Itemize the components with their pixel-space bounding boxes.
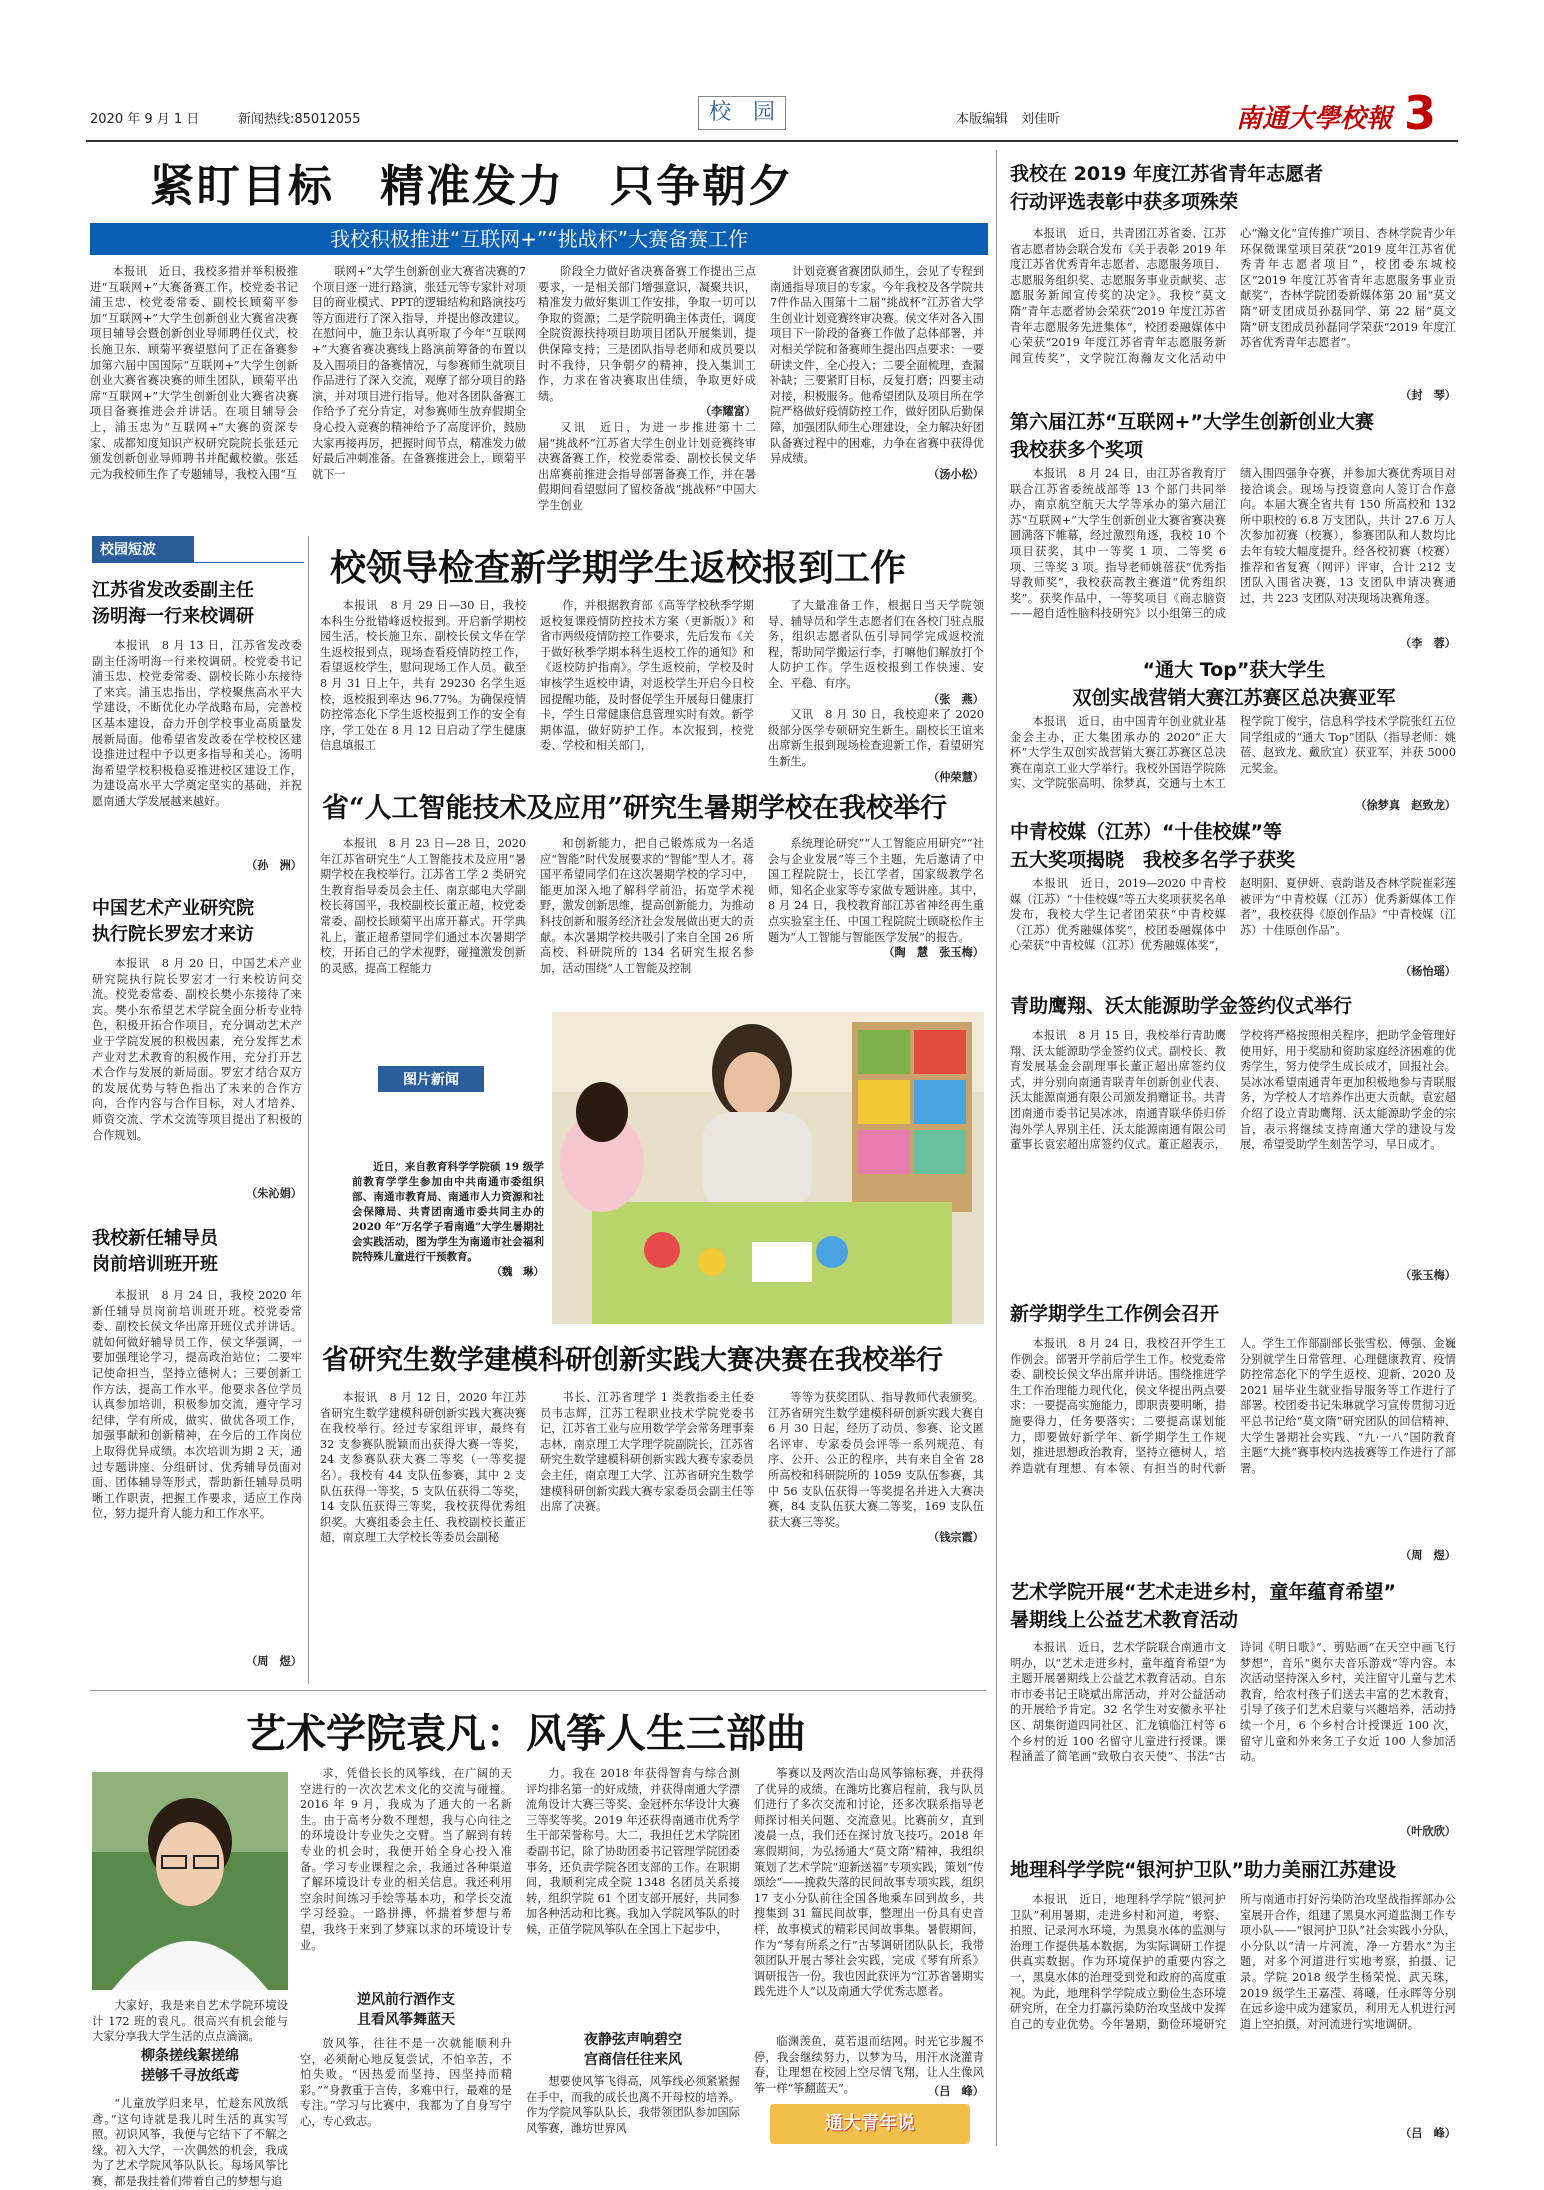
art-col-d: 筝赛以及两次浩山岛风筝锦标赛，并获得了优异的成绩。在潍坊比赛启程前，我与队员们进行了多次交流和讨论，还多次联系指导老师探讨相关问题、交流意见。比赛前夕，直到凌晨一点，我们还在探讨放飞技巧。2018 年寒假期间，为弘扬通大“莫文隋”精神，我组织策划了艺术学院“迎新送福”专项实践，策划“传颂绘”——挽救失落的民间故事专项实践，组织 17 支小分队前往全国各地乘车回到故乡，共搜集到 31 篇民间故事，整理出一份具有史音样，故事模式的精彩民间故事集。暑假期间，作为“琴有所系之行”古琴调研团队队长，我带领团队开展古琴社会实践，完成《琴有所系》调研报告一份。我也因此获评为“江苏省暑期实践先进个人”以及南通大学优秀志愿者。 — [754, 1767, 984, 1999]
brief-2-author: （朱沁娟） — [246, 1186, 302, 1200]
lead-col-4: 计划竞赛省赛团队师生，会见了专程到南通指导项目的专家。今年我校及各学院共7件作品入围第十二届“挑战杯”江苏省大学生创业计划竞赛终审决赛。侯文华对各入围项目下一阶段的备赛工作做了总体部署，并对相关学院和备赛师生提出四点要求：一要研读文件，全心投入；二要全面梳理，查漏补缺；三要紧盯目标，反复打磨；四要主动对接，积极服务。他希望团队及项目所在学院严格做好疫情防控工作，做好团队后勤保障，加强团队师生心理建设，全力解决好团队备赛过程中的困难，力争在省赛中获得优异成绩。 （汤小松） — [770, 265, 984, 481]
return-col-1: 本报讯 8 月 29 日—30 日，我校本科生分批错峰返校报到。开启新学期校园生活。校长施卫东、副校长侯文华在学生返校报到点，现场查看疫情防控工作，看望返校学生，慰问现场工作人员。截至 8 月 31 日上午，共有 29230 名学生返校，返校报到率达 96.77%。为确保疫情防控常态化下学生返校报到工作的安全有序，学工处在 8 月 12 日启动了学生健康信息填报工 — [320, 599, 526, 753]
mid-rule — [90, 1690, 986, 1691]
art-subhead-1: 柳条搓线絮搓绵 搓够千寻放纸鸢 — [141, 2048, 239, 2084]
ai-col-3: 系统理论研究”“人工智能应用研究”“社会与企业发展”等三个主题，先后邀请了中国工程院院士，长江学者，国家级教学名师，知名企业家等专家做专题讲座。其中，8 月 24 日，我校教育部江苏省神经再生重点实验室主任、中国工程院院士顾晓松作主题为“人工智能与智能医学发展”的报告。 （陶 慧 张玉梅） — [768, 837, 984, 960]
news-hotline: 新闻热线:85012055 — [238, 112, 361, 127]
group-photo — [552, 1012, 984, 1324]
r6-title: 新学期学生工作例会召开 — [1010, 1303, 1220, 1325]
art-subhead-3: 夜静弦声响碧空 宫商信任往来风 — [584, 2032, 682, 2068]
masthead: 南通大學校報 — [1236, 104, 1393, 134]
col-divider-right — [996, 150, 997, 2146]
art-author: （吕 峰） — [928, 2084, 984, 2098]
kite-banner — [770, 2104, 970, 2144]
r3-author: （徐梦真 赵致龙） — [1355, 798, 1456, 812]
r5-author: （张玉梅） — [1400, 1268, 1456, 1282]
header-rule — [86, 140, 1458, 142]
r5-title: 青助鹰翔、沃太能源助学金签约仪式举行 — [1010, 995, 1353, 1017]
art-col-c: 力。我在 2018 年获得智育与综合测评均排名第一的好成绩，并获得南通大学漂流角设计大赛三等奖、金冠杯东华设计大赛三等奖等奖。2019 年还获得南通市优秀学生干部荣誉称号。大二，我担任艺术学院团委副书记，除了协助团委书记管理学院团委事务，还负责学院各团支部的工作。在职期间，我顺利完成全院 1348 名团员关系接转，组织学院 61 个团支部开展好，共同参加各种活动和比赛。我加入学院风筝队的时候，正值学院风筝队在全国上下起步中， — [526, 1767, 740, 1936]
page-number: 3 — [1404, 86, 1437, 140]
brief-3-title: 我校新任辅导员 岗前培训班开班 — [92, 1228, 218, 1275]
art-col-b: 求，凭借长长的风筝线，在广阔的天空进行的一次次艺术文化的交流与碰撞。2016 年 9 月，我成为了通大的一名新生。由于高考分数不理想，我与心向往之的环境设计专业失之交臂。当了解到有转专业的机会时，我便开始全身心投入准备。学习专业课程之余，我通过各种渠道了解环境设计专业的相关信息。我还利用空余时间练习手绘等基本功，和学长交流学习经验。一路拼搏，怀揣着梦想与希望，我终于来到了梦寐以求的环境设计专业。 — [300, 1767, 512, 1952]
r7-author: （叶欣欣） — [1400, 1824, 1456, 1838]
math-col-2: 书长、江苏省理学 1 类教指委主任委员韦志辉，江苏工程职业技术学院党委书记，江苏省工业与应用数学学会常务理事秦志林，南京理工大学理学院副院长，江苏省研究生数学建模科研创新实践大赛专家委员会主任，南京理工大学、江苏省研究生数学建模科研创新实践大赛专家委员会副主任等出席了决赛。 — [540, 1391, 754, 1514]
section-label: 校 园 — [698, 96, 786, 130]
art-title: 艺术学院袁凡：风筝人生三部曲 — [246, 1710, 806, 1757]
return-col-2: 作，并根据教育部《高等学校秋季学期返校复课疫情防控技术方案（更新版）》和省市两级疫情防控工作要求，先后发布《关于做好秋季学期本科生返校工作的通知》和《返校防护指南》。学生返校前，学校及时审核学生返校申请，对返校学生开启今日校园提醒功能，及时督促学生开展每日健康打卡，学生日常健康信息管理实时有效。新学期体温，做好防护工作。本次报到，校党委、学校和相关部门， — [540, 599, 754, 753]
brief-1-author: （孙 洲） — [246, 858, 302, 872]
photo-news-caption: 近日，来自教育科学学院硕 19 级学前教育学学生参加由中共南通市委组织部、南通市教育局、南通市人力资源和社会保障局、共青团南通市委共同主办的 2020 年“万名学子看南通”大学生暑期社会实践活动，图为学生为南通市社会福利院特殊儿童进行干预教育。 （魏 琳） — [352, 1161, 544, 1278]
lead-subtitle: 我校积极推进“互联网+”“挑战杯”大赛备赛工作 — [90, 223, 988, 255]
r8-author: （吕 峰） — [1400, 2126, 1456, 2140]
lead-col-1: 本报讯 近日，我校多措并举积极推进“互联网+”大赛备赛工作。校党委书记浦玉忠、校党委常委、副校长顾菊平参加“互联网+”大学生创新创业大赛省决赛项目辅导会暨创新创业导师聘任仪式，校长施卫东、顾菊平赛望慰问了正在备赛参加第六届中国国际“互联网+”大学生创新创业大赛省赛决赛的师生团队，顾菊平出席“互联网+”大学生创新创业大赛省决赛项目备赛推进会并讲话。在项目辅导会上，浦玉忠为“互联网+”大赛的资深专家、成都知度知识产权研究院院长张廷元颁发创新创业导师聘书并配戴校徽。张廷元为我校师生作了专题辅导，我校入围“互 — [90, 265, 298, 481]
ai-title: 省“人工智能技术及应用”研究生暑期学校在我校举行 — [322, 793, 948, 824]
brief-label-rule — [92, 562, 304, 563]
math-col-3: 等等为获奖团队、指导教师代表颁奖。江苏省研究生数学建模科研创新实践大赛自 6 月 30 日起，经历了动员、参赛、论文匿名评审、专家委员会评等一系列规范、有序、公开、公正的程序，共有来自全省 28 所高校和科研院所的 1059 支队伍参赛，其中 56 支队伍获得一等奖提名并进入大赛决赛，84 支队伍获大赛二等奖，169 支队伍获大赛三等奖。 （钱宗霞） — [768, 1391, 984, 1545]
r2-body: 本报讯 8 月 24 日，由江苏省教育厅联合江苏省委统战部等 13 个部门共同举办，南京航空航天大学等承办的第六届江苏“互联网+”大学生创新创业大赛省赛决赛圆满落下帷幕，经过激烈角逐，我校 10 个项目获奖，其中一等奖 1 项、二等奖 6 项、三等奖 3 项。指导老师姚蓓获“优秀指导教师奖”，我校获高教主赛道“优秀组织奖”。获奖作品中，一等奖项目《商志脑资——超自适性脑科技研究》以小组第三的成绩入围四强争夺赛，并参加大赛优秀项目对接洽谈会。现场与投资意向人签订合作意向。本届大赛全省共有 150 所高校和 132 所中职校的 6.8 万支团队，共计 27.6 万人次参加初赛（校赛），参赛团队和人数均比去年有较大幅度提升。经各校初赛（校赛）推荐和省复赛（网评）评审，合计 212 支团队入围省决赛，13 支团队申请决赛通过，共 223 支团队对决现场决赛角逐。 — [1010, 467, 1456, 621]
youth-talk-label: 通大青年说 — [825, 2113, 915, 2134]
brief-1-body: 本报讯 8 月 13 日，江苏省发改委副主任汤明海一行来校调研。校党委书记浦玉忠、校党委常委、副校长陈小东接待了来宾。浦玉忠指出，学校聚焦高水平大学建设，不断优化办学战略布局，完善校区基本建设，奋力开创学校事业高质量发展新局面。他希望省发改委在学校校区建设推进过程中予以更多指导和关心。汤明海希望学校积极稳妥推进校区建设工作，为建设高水平大学奠定坚实的基础，并祝愿南通大学发展越来越好。 — [92, 639, 302, 808]
r5-body: 本报讯 8 月 15 日，我校举行青助鹰翔、沃太能源助学金签约仪式。副校长、教育发展基金会副理事长董正超出席签约仪式，并分别向南通青联青年创新创业代表、沃太能源南通有限公司颁发捐赠证书。共青团南通市委书记吴冰冰，南通青联华侨归侨海外学人界别主任、沃太能源南通有限公司董事长袁宏超出席签约仪式。董正超表示，学校将严格按照相关程序，把助学金管理好使用好，用于奖励和资助家庭经济困难的优秀学生，努力使学生成长成才，回报社会。吴冰冰希望南通青年更加积极地参与青联服务，为学校人才培养作出更大贡献。袁宏超介绍了设立青助鹰翔、沃太能源助学金的宗旨，表示将继续支持南通大学的建设与发展，希望受助学生刻苦学习，早日成才。 — [1010, 1029, 1456, 1152]
portrait-photo — [92, 1772, 288, 1990]
r1-author: （封 琴） — [1400, 388, 1456, 402]
art-subhead-2: 逆风前行酒作支 且看风筝舞蓝天 — [357, 1992, 455, 2028]
return-col-3: 了大量准备工作，根据日当天学院领导、辅导员和学生志愿者们在各校门驻点服务，组织志愿者队伍引导同学完成返校流程，帮助同学搬运行李，打嘛他们解放打个人防护工作。学生返校报到工作快速、安全、平稳、有序。 （张 燕） 又讯 8 月 30 日，我校迎来了 2020 级部分医学专硕研究生新生。副校长王谊来出席新生报到现场检查迎新工作，看望研究生新生。 （仲荣慧） — [768, 599, 984, 784]
math-title: 省研究生数学建模科研创新实践大赛决赛在我校举行 — [322, 1345, 943, 1376]
brief-2-body: 本报讯 8 月 20 日，中国艺术产业研究院执行院长罗宏才一行来校访问交流。校党委常委、副校长樊小东接待了来宾。樊小东希望艺术学院全面分析专业特色，积极开拓合作项目，充分调动艺术产业于学院发展的积极因素，充分发挥艺术产业对艺术教育的积极作用，充分打开艺术合作与发展的新局面。罗宏才结合双方的发展优势与特色指出了未来的合作方向，合作内容与合作目标，对人才培养、师资交流、学术交流等项目提出了积极的合作规划。 — [92, 957, 302, 1142]
return-title: 校领导检查新学期学生返校报到工作 — [330, 547, 907, 589]
art-col-c2: 想要使风筝飞得高，风筝线必须紧紧握在手中，而我的成长也离不开母校的培养。作为学院风筝队队长，我带领团队参加国际风筝赛，潍坊世界风 — [526, 2075, 740, 2135]
math-col-1: 本报讯 8 月 12 日，2020 年江苏省研究生数学建模科研创新实践大赛决赛在我校举行。经过专家组评审，最终有 32 支参赛队脱颖而出获得大赛一等奖，24 支参赛队获大赛二等奖（一等奖提名）。我校有 44 支队伍参赛，其中 2 支队伍获得一等奖，5 支队伍获得二等奖，14 支队伍获得三等奖，我校获得优秀组织奖。大赛组委会主任、我校副校长董正超，南京理工大学校长等委员会副秘 — [320, 1391, 526, 1545]
art-col-b2: 放风筝，往往不是一次就能顺利升空，必须耐心地反复尝试，不怕辛苦，不怕失败。“因热爱而坚持，因坚持而精彩。”“身教重于言传，多难中行，最难的是专注。”学习与比赛中，我都为了自身写宁心，专心致志。 — [300, 2037, 512, 2128]
brief-3-author: （周 煜） — [246, 1654, 302, 1668]
lead-col-2: 联网+”大学生创新创业大赛省决赛的7个项目逐一进行路演，张廷元等专家针对项目的商业模式、PPT的逻辑结构和路演技巧等方面进行了深入指导，并提出修改建议。在慰问中，施卫东认真听取了今年“互联网+”大赛省赛决赛线上路演前筹备的布置以及入围项目的备赛情况，与参赛师生就项目作品进行了深入交流，观摩了部分项目的路演，并对项目进行指导。他对各团队备赛工作给予了充分肯定，对参赛师生放弃假期全身心投入竞赛的精神给予了高度评价，鼓励大家再接再厉，把握时间节点，精准发力做好最后冲刺准备。在备赛推进会上，顾菊平就下一 — [312, 265, 526, 481]
r7-title: 艺术学院开展“艺术走进乡村，童年蕴育希望” 暑期线上公益艺术教育活动 — [1010, 1581, 1396, 1631]
r6-author: （周 煜） — [1400, 1548, 1456, 1562]
lead-col-3: 阶段全力做好省决赛备赛工作提出三点要求，一是相关部门增强意识，凝聚共识，精准发力做好集训工作安排，争取一切可以争取的资源；二是学院明确主体责任，调度全院资源扶持项目助项目团队开展集训，提供保障支持；三是团队指导老师和成员要以时不我待，只争朝夕的精神，投入集训工作，力求在省决赛取出佳绩，争取更好成绩。 （李耀富） 又讯 近日，为进一步推进第十二届“挑战杯”江苏省大学生创业计划竞赛终审决赛备赛工作，校党委常委、副校长侯文华出席赛前推进会指导部署备赛工作，并在暑假期间看望慰问了留校备战“挑战杯”中国大学生创业 — [538, 265, 756, 512]
r4-title: 中青校媒（江苏）“十佳校媒”等 五大奖项揭晓 我校多名学子获奖 — [1010, 821, 1296, 871]
r2-author: （李 蓉） — [1400, 636, 1456, 650]
r6-body: 本报讯 8 月 24 日，我校召开学生工作例会。部署开学前后学生工作。校党委常委、副校长侯文华出席并讲话。围绕推进学生工作治理能力现代化，侯文华提出两点要求：一要提高实施能力，即职责要明晰，措施要得力，任务要落实；二要提高谋划能力，即要做好新学年、新学期学生工作规划，推进思想政治教育，坚持立德树人，培养造就有理想、有本领、有担当的时代新人。学生工作部副部长张雪松、傅强、金巍分别就学生日常管理、心理健康教育、疫情防控常态化下的学生返校、迎新、2020 及 2021 届毕业生就业指导服务等工作进行了部署。校团委书记朱琳就学习宣传贯彻习近平总书记给“莫文隋”研究团队的回信精神、大学生暑期社会实践、“九·一八”国防教育主题“大挑”赛事校内选拔赛等工作进行了部署。 — [1010, 1337, 1456, 1475]
r4-author: （杨怡瑶） — [1400, 964, 1456, 978]
r1-title: 我校在 2019 年度江苏省青年志愿者 行动评选表彰中获多项殊荣 — [1010, 163, 1324, 213]
r1-body: 本报讯 近日，共青团江苏省委、江苏省志愿者协会联合发布《关于表彰 2019 年度江苏省优秀青年志愿者、志愿服务项目、志愿服务组织奖、志愿服务事业贡献奖、志愿服务新闻宣传奖的决定》。我校“莫文隋”青年志愿者协会荣获“2019 年度江苏省青年志愿服务先进集体”，校团委融媒体中心荣获“2019 年度江苏省青年志愿服务新闻宣传奖”，文学院江海瀚友文化活动中心“瀚文化”宣传推广项目、杏林学院青少年环保微课堂项目荣获“2019 度年江苏省优秀青年志愿者项目”，校团委东城校区“2019 年度江苏省青年志愿服务事业贡献奖”，杏林学院团委新媒体第 20 届“莫文隋”研支团成员孙磊同学、第 22 届“莫文隋”研支团成员孙磊同学荣获“2019 年度江苏省优秀青年志愿者”。 — [1010, 227, 1456, 365]
brief-3-body: 本报讯 8 月 24 日，我校 2020 年新任辅导员岗前培训班开班。校党委常委、副校长侯文华出席开班仪式并讲话。就如何做好辅导员工作，侯文华强调，一要加强理论学习，提高政治站位；二要牢记使命担当，坚持立德树人；三要创新工作方法，提高工作水平。他要求各位学员认真参加培训，积极参加交流，遵守学习纪律，学有所成，做实、做优各项工作，加强事献和创新精神，在今后的工作岗位上取得优异成绩。本次培训为期 2 天，通过专题讲座、分组研讨、优秀辅导员面对面、团体辅导等形式，帮助新任辅导员明晰工作职责，把握工作要求，适应工作岗位，努力提升育人能力和工作水平。 — [92, 1289, 302, 1521]
r8-body: 本报讯 近日，地理科学学院“银河护卫队”利用暑期，走进乡村和河道，考察、拍照、记录河水环境，为黑臭水体的监测与治理工作提供基本数据，为实际调研工作提供真实数据。作为环境保护的重要内容之一，黑臭水体的治理受到党和政府的高度重视。为此，地理科学学院成立勤俭生态环境研究所，在全力打赢污染防治攻坚战中发挥自己的专业优势。今年暑期，勤俭环境研究所与南通市打好污染防治攻坚战指挥部办公室展开合作，组建了黑臭水河道监测工作专项小队——“银河护卫队”社会实践小分队，小分队以“清一片河流，净一方碧水”为主题，对多个河道进行实地考察，拍摄、记录。学院 2018 级学生杨荣悦、武天珠，2019 级学生王嘉滢、蒋曦，任永晖等分别在远乡途中成为建家员，利用无人机进行河道上空拍摄，对河流进行实地调研。 — [1010, 1893, 1456, 2031]
r2-title: 第六届江苏“互联网+”大学生创新创业大赛 我校获多个奖项 — [1010, 411, 1374, 461]
lead-title: 紧盯目标 精准发力 只争朝夕 — [150, 161, 794, 212]
ai-col-2: 和创新能力，把自己锻炼成为一名适应“智能”时代发展要求的“智能”型人才。蒋国平希望同学们在这次暑期学校的学习中，能更加深入地了解科学前沿，拓宽学术视野，激发创新思维，提高创新能力，为推动科技创新和服务经济社会发展做出更大的贡献。本次暑期学校共吸引了来自全国 26 所高校、科研院所的 134 名研究生报名参加，活动围绕“人工智能及控制 — [540, 837, 754, 975]
r8-title: 地理科学学院“银河护卫队”助力美丽江苏建设 — [1010, 1859, 1396, 1881]
r7-body: 本报讯 近日，艺术学院联合南通市文明办，以“艺术走进乡村，童年蕴育希望”为主题开展暑期线上公益艺术教育活动。自东市市委书记王晓斌出席活动，并对公益活动的开展给予肯定。32 名学生对安徽永平社区、胡集街道四同社区、汇龙镇临江村等 6 个乡村的近 100 名留守儿童进行授课。课程涵盖了简笔画“致敬白衣天使”、书法“古诗词《明日歌》”、剪贴画“在天空中画飞行梦想”，音乐“奥尔夫音乐游戏”等内容。本次活动坚持深入乡村，关注留守儿童与艺术教育，给农村孩子们送去丰富的艺术教育，引导了孩子们艺术启蒙与兴趣培养，活动持续一个月，6 个乡村合计授课近 100 次，留守儿童和外来务工子女近 100 人参加活动。 — [1010, 1641, 1456, 1764]
r3-title: “通大 Top”获大学生 双创实战营销大赛江苏赛区总决赛亚军 — [1072, 659, 1396, 709]
issue-date: 2020 年 9 月 1 日 — [90, 112, 200, 127]
art-col-d2: 临渊羡鱼，莫若退而结网。时光它步履不停，我会继续努力，以梦为马，用汗水浇灌青春，让理想在校园上空尽情飞翔，让人生像风筝一样“筝翻蓝天”。 — [754, 2035, 984, 2095]
art-col-a: “儿童放学归来早，忙趁东风放纸鸢。”这句诗就是我儿时生活的真实写照。初识风筝，我便与它结下了不解之缘。初入大学，一次偶然的机会，我成为了艺术学院风筝队队长。每场风筝比赛，都是我挂着们带着自己的梦想与追 — [92, 2097, 288, 2188]
photo-news-label: 图片新闻 — [378, 1066, 484, 1092]
art-caption: 大家好，我是来自艺术学院环境设计 172 班的袁凡。很高兴有机会能与大家分享我大学生活的点点滴滴。 — [92, 1999, 288, 2044]
brief-1-title: 江苏省发改委副主任 汤明海一行来校调研 — [92, 580, 254, 627]
ai-col-1: 本报讯 8 月 23 日—28 日，2020 年江苏省研究生“人工智能技术及应用”暑期学校在我校举行。江苏省工学 2 类研究生教育指导委员会主任、南京邮电大学副校长蒋国平，我校副校长董正超，校党委常委、副校长顾菊平出席开幕式。开学典礼上，董正超希望同学们通过本次暑期学校，开拓自己的学术视野，碰撞激发创新的灵感，提高工程能力 — [320, 837, 526, 975]
r4-body: 本报讯 近日，2019—2020 中青校媒（江苏）“十佳校媒”等五大奖项获奖名单发布，我校大学生记者团荣获“中青校媒（江苏）优秀融媒体奖”，校团委融媒体中心荣获“中青校媒（江苏）优秀融媒体奖”，赵明阳、夏伊妍、袁韵谐及杏林学院崔彩莲被评为“中青校媒（江苏）优秀新媒体工作者”，我校获得《原创作品》“中青校媒（江苏）十佳原创作品”。 — [1010, 877, 1456, 953]
brief-2-title: 中国艺术产业研究院 执行院长罗宏才来访 — [92, 898, 254, 945]
r3-body: 本报讯 近日，由中国青年创业就业基金会主办，正大集团承办的 2020“正大杯”大学生双创实战营销大赛江苏赛区总决赛在南京工业大学举行。我校外国语学院陈实、文学院张高明、徐梦真，交通与土木工程学院丁俊宇，信息科学技术学院张红五位同学组成的“通大 Top”团队（指导老师：姚蓓、赵致龙、戴欣宜）获亚军，并获 5000 元奖金。 — [1010, 715, 1456, 791]
page-editor: 本版编辑 刘佳昕 — [956, 112, 1061, 127]
brief-section-label: 校园短波 — [92, 536, 194, 562]
col-divider-left — [308, 536, 309, 1684]
